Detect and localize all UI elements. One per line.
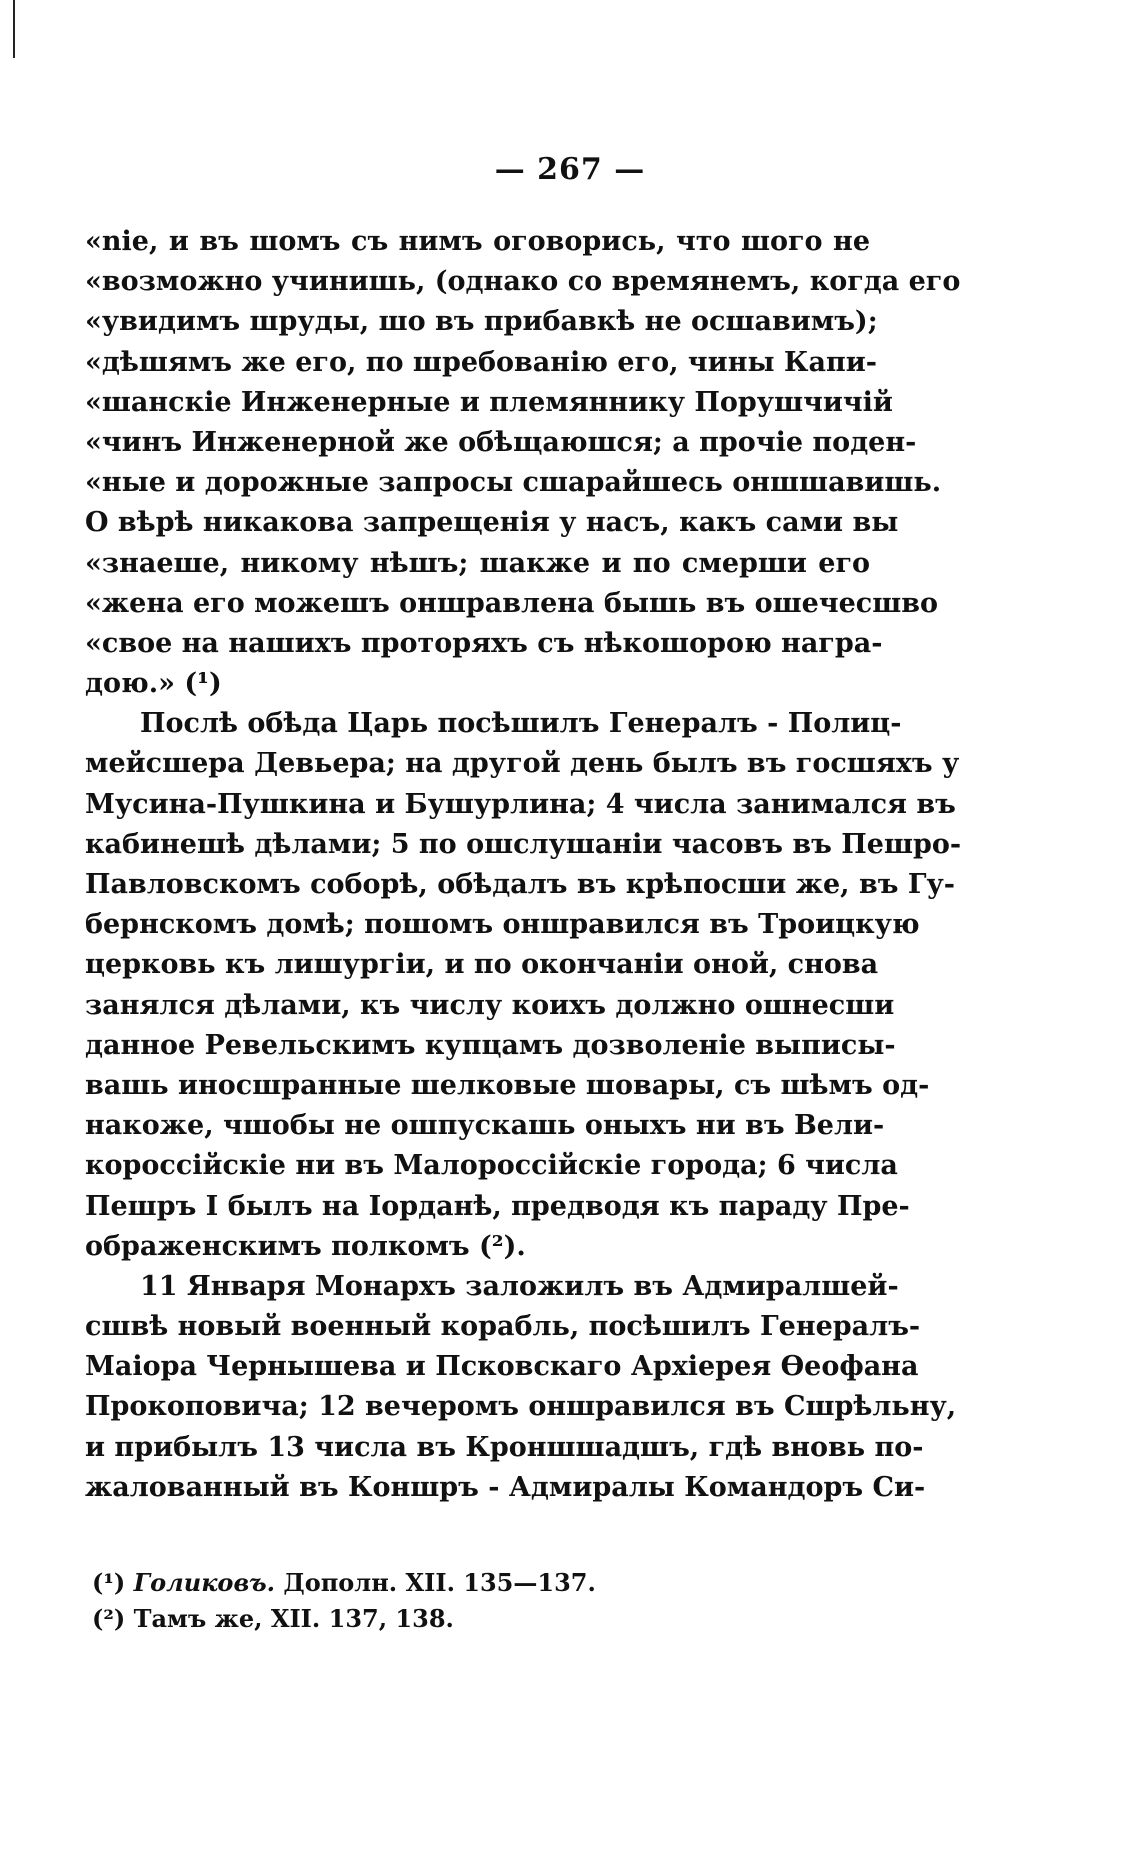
text-line: данное Ревельскимъ купцамъ дозволеніе выписы- [85, 1029, 896, 1061]
text-line: «возможно учинишь, (однако со времянемъ, когда его [85, 266, 961, 298]
text-line: Пешръ I былъ на Іорданѣ, предводя къ параду Пре- [85, 1190, 910, 1222]
text-line: «чинъ Инженерной же обѣщаюшся; а прочіе поден- [85, 426, 917, 458]
text-line: «жена его можешъ оншравлена бышь въ ошечесшво [85, 587, 938, 619]
text-line: «свое на нашихъ проторяхъ съ нѣкошорою награ- [85, 627, 883, 659]
footnote-1 [92, 1565, 792, 1601]
footnote-reference: Дополн. XII. 135—137. [283, 1568, 596, 1597]
page-edge-line [13, 0, 15, 58]
paragraph-start-line: 11 Января Монархъ заложилъ въ Адмиралшей- [140, 1270, 899, 1302]
text-line: дою.» (¹) [85, 668, 222, 700]
text-line: ображенскимъ полкомъ (²). [85, 1230, 526, 1262]
text-line: Маіора Чернышева и Псковскаго Архіерея Ѳеофана [85, 1351, 919, 1383]
text-line: и прибылъ 13 числа въ Кроншшадшъ, гдѣ вновь по- [85, 1431, 924, 1463]
text-line: мейсшера Девьера; на другой день былъ въ госшяхъ у [85, 748, 960, 780]
text-line: «знаеше, никому нѣшъ; шакже и по смерши его [85, 547, 870, 579]
text-line: накоже, чшобы не ошпускашь оныхъ ни въ Вели- [85, 1110, 885, 1142]
text-line: «ные и дорожные запросы сшарайшесь оншшавишь. [85, 467, 942, 499]
text-line: короссійскіе ни въ Малороссійскіе города; 6 числа [85, 1150, 898, 1182]
footnote-marker: (²) [92, 1604, 126, 1633]
page-number: — 267 — [494, 152, 646, 187]
text-line: Мусина-Пушкина и Бушурлина; 4 числа занимался въ [85, 788, 956, 820]
text-line: вашь иносшранные шелковые шовары, съ шѣмъ од- [85, 1069, 930, 1101]
text-line: «шанскіе Инженерные и племяннику Порушчичій [85, 386, 893, 418]
text-line: кабинешѣ дѣлами; 5 по ошслушаніи часовъ въ Пешро- [85, 828, 962, 860]
text-line: сшвѣ новый военный корабль, посѣшилъ Генералъ- [85, 1311, 921, 1343]
paragraph-start-line: Послѣ обѣда Царь посѣшилъ Генералъ - Полиц- [140, 708, 902, 740]
text-line: церковь къ лишургіи, и по окончаніи оной, снова [85, 949, 879, 981]
text-line: Прокоповича; 12 вечеромъ оншравился въ Сшрѣльну, [85, 1391, 957, 1423]
footnote-2 [92, 1601, 792, 1637]
text-line: жалованный въ Коншръ - Адмиралы Командоръ Си- [85, 1471, 926, 1503]
footnote-reference: Тамъ же, XII. 137, 138. [133, 1604, 454, 1633]
text-line: бернскомъ домѣ; пошомъ оншравился въ Троицкую [85, 909, 920, 941]
text-line: «дѣшямъ же его, по шребованію его, чины Капи- [85, 346, 877, 378]
text-line: Павловскомъ соборѣ, обѣдалъ въ крѣпосши же, въ Гу- [85, 869, 955, 900]
body-text [85, 222, 962, 1508]
text-line: «увидимъ шруды, шо въ прибавкѣ не осшавимъ); [85, 306, 878, 338]
footnote-source: Голиковъ. [133, 1568, 276, 1597]
footnotes [92, 1565, 792, 1637]
text-line: занялся дѣлами, къ числу коихъ должно ошнесши [85, 989, 895, 1021]
text-line: О вѣрѣ никакова запрещенія у насъ, какъ сами вы [85, 507, 899, 539]
footnote-marker: (¹) [92, 1568, 126, 1597]
text-line: «nie, и въ шомъ съ нимъ оговорись, что шого не [85, 226, 870, 257]
